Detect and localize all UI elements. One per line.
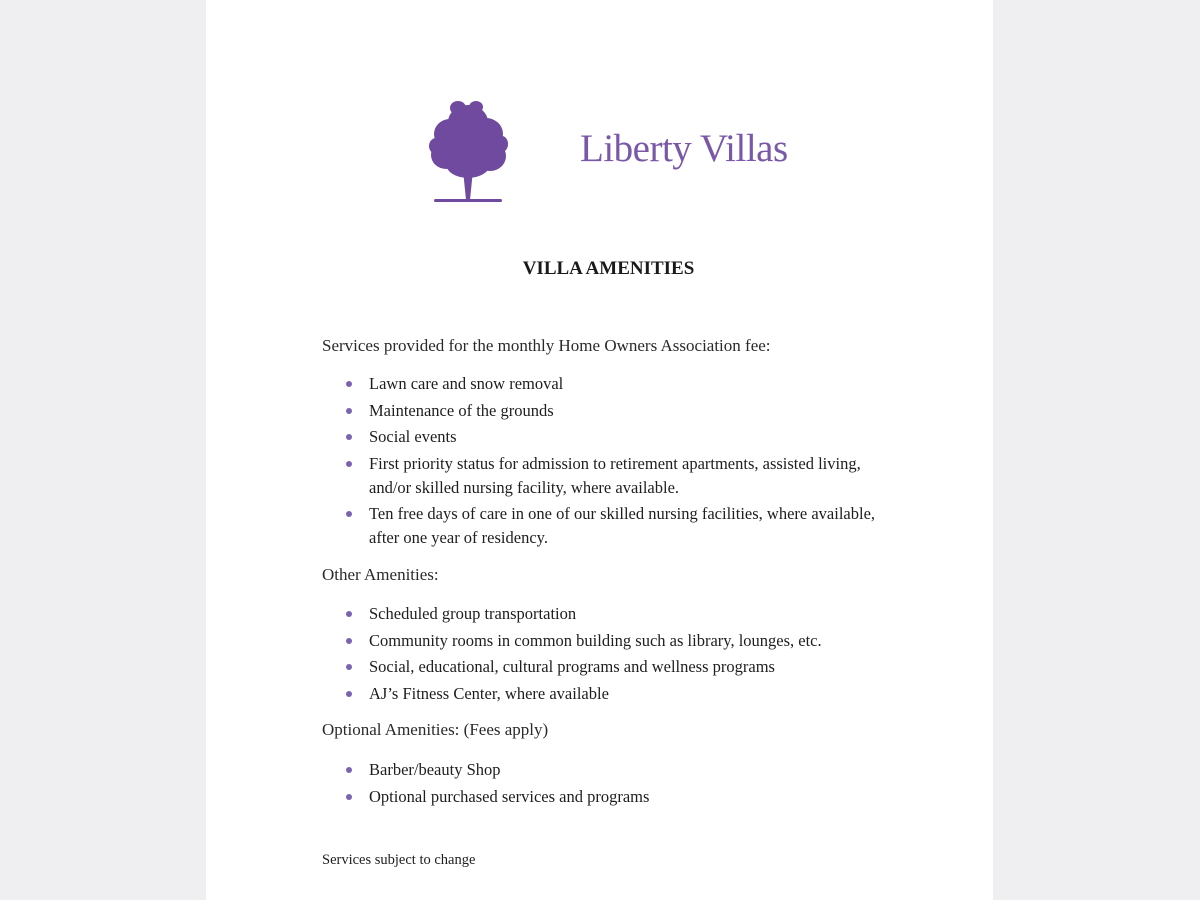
bullet-icon (346, 691, 352, 697)
bullet-icon (346, 638, 352, 644)
list-item: Barber/beauty Shop (322, 758, 882, 782)
section-heading-optional-amenities: Optional Amenities: (Fees apply) (322, 720, 549, 739)
list-item: Community rooms in common building such as library, lounges, etc. (322, 629, 922, 653)
section-heading-hoa-services: Services provided for the monthly Home Owners Association fee: (322, 336, 771, 355)
list-item: Lawn care and snow removal (322, 372, 882, 396)
hoa-services-list (322, 372, 882, 553)
bullet-icon (346, 461, 352, 467)
bullet-icon (346, 434, 352, 440)
list-item: Optional purchased services and programs (322, 785, 882, 809)
brand-name: Liberty Villas (580, 127, 788, 170)
list-item: Ten free days of care in one of our skilled nursing facilities, where available, after one year of residency. (322, 502, 882, 550)
list-item: Social, educational, cultural programs and wellness programs (322, 655, 922, 679)
bullet-icon (346, 664, 352, 670)
footnote: Services subject to change (322, 852, 476, 868)
section-heading-other-amenities: Other Amenities: (322, 565, 439, 584)
tree-icon (428, 100, 508, 208)
bullet-icon (346, 408, 352, 414)
list-item: Scheduled group transportation (322, 602, 922, 626)
bullet-icon (346, 611, 352, 617)
list-item: Maintenance of the grounds (322, 399, 882, 423)
bullet-icon (346, 511, 352, 517)
list-item: Social events (322, 425, 882, 449)
list-item: First priority status for admission to retirement apartments, assisted living, and/or skilled nursing facility, where available. (322, 452, 882, 500)
bullet-icon (346, 794, 352, 800)
optional-amenities-list (322, 758, 882, 811)
bullet-icon (346, 767, 352, 773)
bullet-icon (346, 381, 352, 387)
document-title: VILLA AMENITIES (522, 258, 695, 279)
document-page (206, 0, 993, 900)
list-item: AJ’s Fitness Center, where available (322, 682, 922, 706)
other-amenities-list (322, 602, 922, 708)
